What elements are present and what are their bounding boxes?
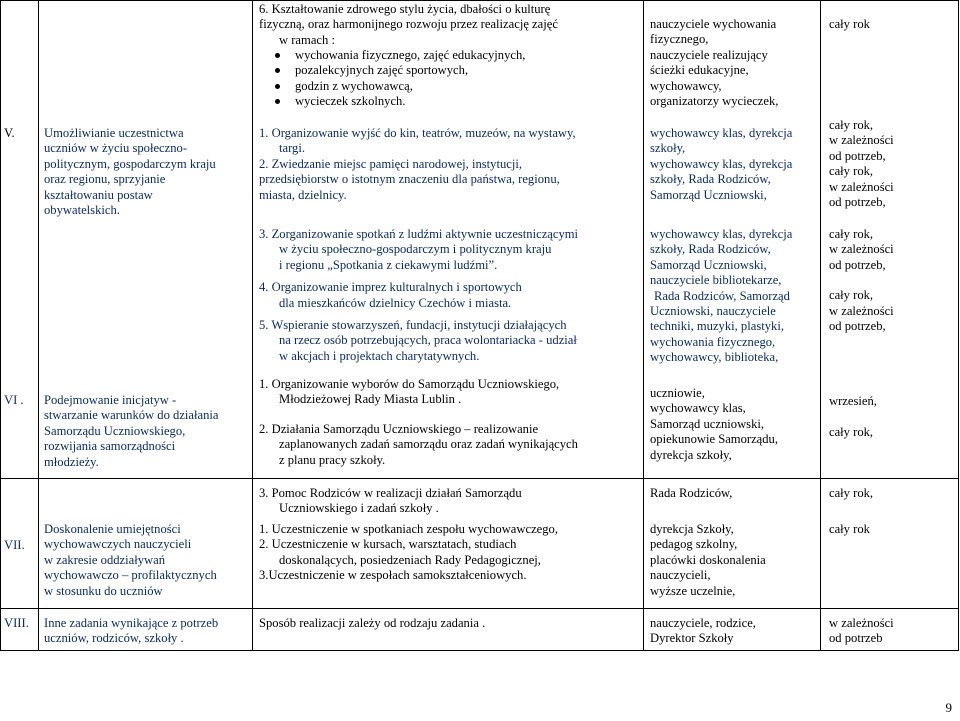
col-line-1 xyxy=(0,0,1,650)
deadline-cell: wrzesień, cały rok, xyxy=(829,394,877,440)
row-line-v-vi xyxy=(0,478,959,479)
responsible-cell: nauczyciele wychowania fizycznego, nauczyciele realizujący ścieżki edukacyjne, wychowawcy, organizatorzy wycieczek, xyxy=(650,17,779,109)
row-number: VIII. xyxy=(4,616,29,630)
list-item: wycieczek szkolnych. xyxy=(259,94,525,109)
row-number: VI . xyxy=(4,393,24,407)
list-item: wychowania fizycznego, zajęć edukacyjnych, xyxy=(259,48,525,63)
action-items: 3. Zorganizowanie spotkań z ludźmi aktywnie uczestniczącymi w życiu społeczno-gospodarczym i politycznym kraju i regionu „Spotkania z ciekawymi ludźmi”. 4. Organizowanie imprez kulturalnych i sportowych dla mieszkańców dzielnicy Czechów i miasta. 5. Wspieranie stowarzyszeń, fundacji, instytucji działających na rzecz osób potrzebujących, praca wolontariacka - udział w akcjach i projektach charytatywnych. xyxy=(259,227,579,363)
col-line-2 xyxy=(38,0,39,650)
row-number: V. xyxy=(4,126,15,140)
col-line-3 xyxy=(252,0,253,650)
action-items: Sposób realizacji zależy od rodzaju zadania . xyxy=(259,616,486,630)
row-line-vii-viii xyxy=(0,608,959,609)
task-description: Doskonalenie umiejętności wychowawczych nauczycieli w zakresie oddziaływań wychowawczo – profilaktycznych w stosunku do uczniów xyxy=(44,522,217,598)
responsible-cell: dyrekcja Szkoły, pedagog szkolny, placówki doskonalenia nauczycieli, wyższe uczelnie, xyxy=(650,522,766,598)
row-line-top xyxy=(0,0,959,1)
task-description: Podejmowanie inicjatyw - stwarzanie warunków do działania Samorządu Uczniowskiego, rozwijania samorządności młodzieży. xyxy=(44,393,219,469)
deadline-cell: cały rok, xyxy=(829,486,874,500)
deadline-cell: w zależności od potrzeb xyxy=(829,616,894,646)
col-line-6 xyxy=(958,0,959,650)
bullet-list xyxy=(259,48,525,110)
deadline-cell: cały rok xyxy=(829,522,870,536)
task-description: Umożliwianie uczestnictwa uczniów w życiu społeczno- politycznym, gospodarczym kraju oraz regionu, sprzyjanie kształtowaniu postaw obywatelskich. xyxy=(44,126,216,218)
responsible-cell: wychowawcy klas, dyrekcja szkoły, Rada Rodziców, Samorząd Uczniowski, nauczyciele bibliotekarze, Rada Rodziców, Samorząd Uczniowski, nauczyciele techniki, muzyki, plastyki, wychowania fizycznego, wychowawcy, biblioteka, xyxy=(650,227,793,365)
responsible-cell: wychowawcy klas, dyrekcja szkoły, wychowawcy klas, dyrekcja szkoły, Rada Rodziców, Samorząd Uczniowski, xyxy=(650,126,793,202)
task-description: Inne zadania wynikające z potrzeb uczniów, rodziców, szkoły . xyxy=(44,616,219,646)
action-item-6: 6. Kształtowanie zdrowego stylu życia, dbałości o kulturę fizyczną, oraz harmonijnego rozwoju przez realizację zajęć w ramach : xyxy=(259,2,558,47)
page-number: 9 xyxy=(945,699,952,715)
action-items: 1. Organizowanie wyjść do kin, teatrów, muzeów, na wystawy, targi. 2. Zwiedzanie miejsc pamięci narodowej, instytucji, przedsiębiorstw o istotnym znaczeniu dla państwa, regionu, miasta, dzielnicy. xyxy=(259,126,576,202)
row-number: VII. xyxy=(4,538,25,552)
action-items: 3. Pomoc Rodziców w realizacji działań Samorządu Uczniowskiego i zadań szkoły . xyxy=(259,486,522,516)
col-line-5 xyxy=(820,0,821,650)
action-items: 1. Organizowanie wyborów do Samorządu Uczniowskiego, Młodzieżowej Rady Miasta Lublin . 2. Działania Samorządu Uczniowskiego – realizowanie zaplanowanych zadań samorządu oraz zadań wynikających z planu pracy szkoły. xyxy=(259,377,578,467)
list-item: godzin z wychowawcą, xyxy=(259,79,525,94)
action-items: 1. Uczestniczenie w spotkaniach zespołu wychowawczego, 2. Uczestniczenie w kursach, warsztatach, studiach doskonalących, posiedzeniach Rady Pedagogicznej, 3.Uczestniczenie w zespołach samokształceniowych. xyxy=(259,522,558,583)
responsible-cell: nauczyciele, rodzice, Dyrektor Szkoły xyxy=(650,616,756,646)
responsible-cell: Rada Rodziców, xyxy=(650,486,733,500)
deadline-cell: cały rok, w zależności od potrzeb, cały rok, w zależności od potrzeb, xyxy=(829,118,894,210)
responsible-cell: uczniowie, wychowawcy klas, Samorząd uczniowski, opiekunowie Samorządu, dyrekcja szkoły, xyxy=(650,386,779,462)
list-item: pozalekcyjnych zajęć sportowych, xyxy=(259,63,525,78)
row-line-bottom xyxy=(0,650,959,651)
col-line-4 xyxy=(643,0,644,650)
deadline-cell: cały rok xyxy=(829,17,870,31)
deadline-cell: cały rok, w zależności od potrzeb, cały rok, w zależności od potrzeb, xyxy=(829,227,894,334)
